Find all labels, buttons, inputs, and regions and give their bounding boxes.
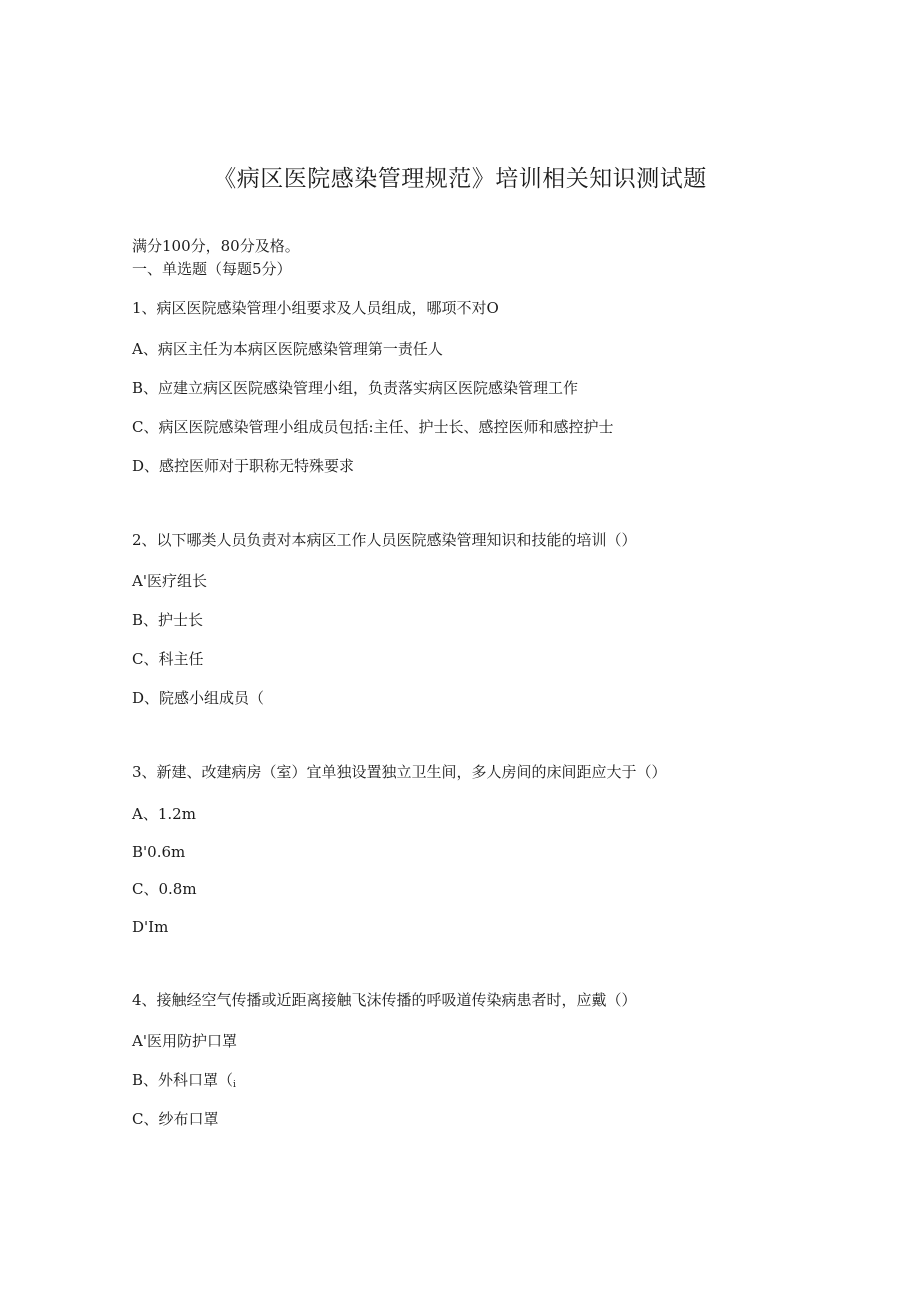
question-3-option-c: C、0.8m — [132, 880, 197, 898]
question-1-option-c: C、病区医院感染管理小组成员包括:主任、护士长、感控医师和感控护士 — [132, 418, 614, 436]
question-3-option-a: A、1.2m — [132, 805, 196, 823]
question-1-option-d: D、感控医师对于职称无特殊要求 — [132, 457, 355, 475]
question-1-option-a: A、病区主任为本病区医院感染管理第一责任人 — [132, 340, 443, 358]
question-2-stem: 2、以下哪类人员负责对本病区工作人员医院感染管理知识和技能的培训（） — [132, 531, 637, 549]
question-4-stem: 4、接触经空气传播或近距离接触飞沫传播的呼吸道传染病患者时，应戴（） — [132, 991, 637, 1009]
question-2-option-d: D、院感小组成员（ — [132, 689, 265, 707]
page-title: 《病区医院感染管理规范》培训相关知识测试题 — [213, 166, 707, 192]
question-4-option-b-row — [132, 1070, 236, 1095]
question-3-option-b: B'0.6m — [132, 843, 186, 861]
question-3-option-d: D'Im — [132, 918, 169, 936]
section-heading: 一、单选题（每题5分） — [132, 260, 292, 278]
score-note: 满分100分，80分及格。 — [132, 237, 300, 255]
question-2-option-b: B、护士长 — [132, 611, 204, 629]
question-4-option-c: C、纱布口罩 — [132, 1110, 219, 1128]
question-1-option-b: B、应建立病区医院感染管理小组，负责落实病区医院感染管理工作 — [132, 379, 579, 397]
question-4-option-b: B、外科口罩（ — [132, 1071, 234, 1089]
question-4-option-b-mark: i — [233, 1080, 236, 1090]
question-4-option-a: A'医用防护口罩 — [132, 1032, 237, 1050]
question-2-option-a: A'医疗组长 — [132, 572, 207, 590]
question-1-stem: 1、病区医院感染管理小组要求及人员组成，哪项不对O — [132, 299, 499, 317]
question-2-option-c: C、科主任 — [132, 650, 204, 668]
question-3-stem: 3、新建、改建病房（室）宜单独设置独立卫生间，多人房间的床间距应大于（） — [132, 763, 667, 781]
